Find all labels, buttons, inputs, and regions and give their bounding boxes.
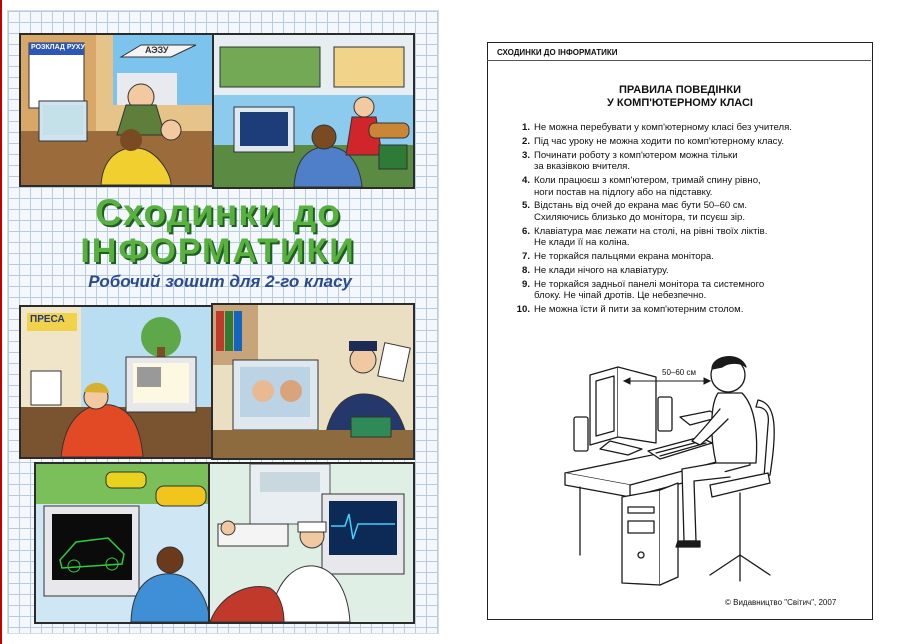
rule-number: 6. bbox=[521, 225, 530, 237]
sign-press: ПРЕСА bbox=[30, 314, 65, 325]
sign-plane: АЭЗУ bbox=[145, 45, 169, 55]
rule-item bbox=[505, 136, 861, 148]
rule-number: 2. bbox=[521, 135, 530, 147]
rule-text: Не клади нічого на клавіатуру. bbox=[534, 264, 669, 276]
worksheet-header: СХОДИНКИ ДО ІНФОРМАТИКИ bbox=[497, 48, 618, 57]
rule-text: Під час уроку не можна ходити по комп'ютерному класу. bbox=[534, 135, 784, 147]
illustration-press bbox=[19, 305, 215, 459]
posture-illustration bbox=[560, 345, 785, 590]
rules-list bbox=[505, 122, 861, 318]
rule-text: Клавіатура має лежати на столі, на рівні твоїх ліктів. Не клади її на коліна. bbox=[534, 225, 768, 249]
rule-number: 8. bbox=[521, 264, 530, 276]
page-edge bbox=[0, 0, 2, 644]
header-divider bbox=[487, 60, 871, 61]
rule-item bbox=[505, 150, 861, 173]
cover-subtitle: Робочий зошит для 2-го класу bbox=[88, 272, 352, 291]
rule-number: 7. bbox=[521, 251, 530, 263]
rule-item bbox=[505, 251, 861, 263]
rule-item bbox=[505, 265, 861, 277]
illustration-police bbox=[211, 303, 415, 460]
rule-text: Починати роботу з комп'ютером можна тільки за вказівкою вчителя. bbox=[534, 149, 738, 173]
rule-item bbox=[505, 279, 861, 302]
rules-title-line2: У КОМП'ЮТЕРНОМУ КЛАСІ bbox=[607, 97, 753, 109]
rule-number: 1. bbox=[521, 122, 530, 133]
rule-item bbox=[505, 122, 861, 134]
illustration-car-design bbox=[34, 462, 214, 624]
rule-number: 5. bbox=[521, 200, 530, 212]
rule-item bbox=[505, 226, 861, 249]
distance-label: 50–60 см bbox=[662, 368, 696, 377]
illustration-hospital bbox=[208, 462, 415, 624]
rule-item bbox=[505, 175, 861, 198]
illustration-station bbox=[19, 33, 219, 187]
rule-number: 4. bbox=[521, 174, 530, 186]
sign-schedule: РОЗКЛАД РУХУ bbox=[31, 44, 85, 51]
rules-title-line1: ПРАВИЛА ПОВЕДІНКИ bbox=[619, 84, 741, 96]
illustration-shop bbox=[212, 33, 415, 189]
rule-number: 10. bbox=[516, 304, 530, 315]
rule-text: Коли працюєш з комп'ютером, тримай спину рівно, ноги постав на підлогу або на підставку. bbox=[534, 174, 761, 198]
rule-text: Не можна перебувати у комп'ютерному класі без учителя. bbox=[534, 122, 792, 133]
rule-item bbox=[505, 200, 861, 223]
rule-text: Не торкайся задньої панелі монітора та системного блоку. Не чіпай дротів. Це небезпечно. bbox=[534, 278, 765, 302]
rule-text: Не можна їсти й пити за комп'ютерним столом. bbox=[534, 304, 744, 315]
cover-page bbox=[0, 0, 446, 644]
rule-text: Відстань від очей до екрана має бути 50–60 см. Схиляючись близько до монітора, ти псуєш зір. bbox=[534, 200, 747, 223]
rule-number: 9. bbox=[521, 278, 530, 290]
copyright: © Видавництво "Світич", 2007 bbox=[725, 598, 837, 607]
cover-title-line1: Сходинки до bbox=[95, 192, 341, 233]
cover-title-line2: ІНФОРМАТИКИ bbox=[80, 232, 356, 270]
rule-number: 3. bbox=[521, 149, 530, 161]
rule-text: Не торкайся пальцями екрана монітора. bbox=[534, 251, 714, 263]
rule-item bbox=[505, 304, 861, 316]
